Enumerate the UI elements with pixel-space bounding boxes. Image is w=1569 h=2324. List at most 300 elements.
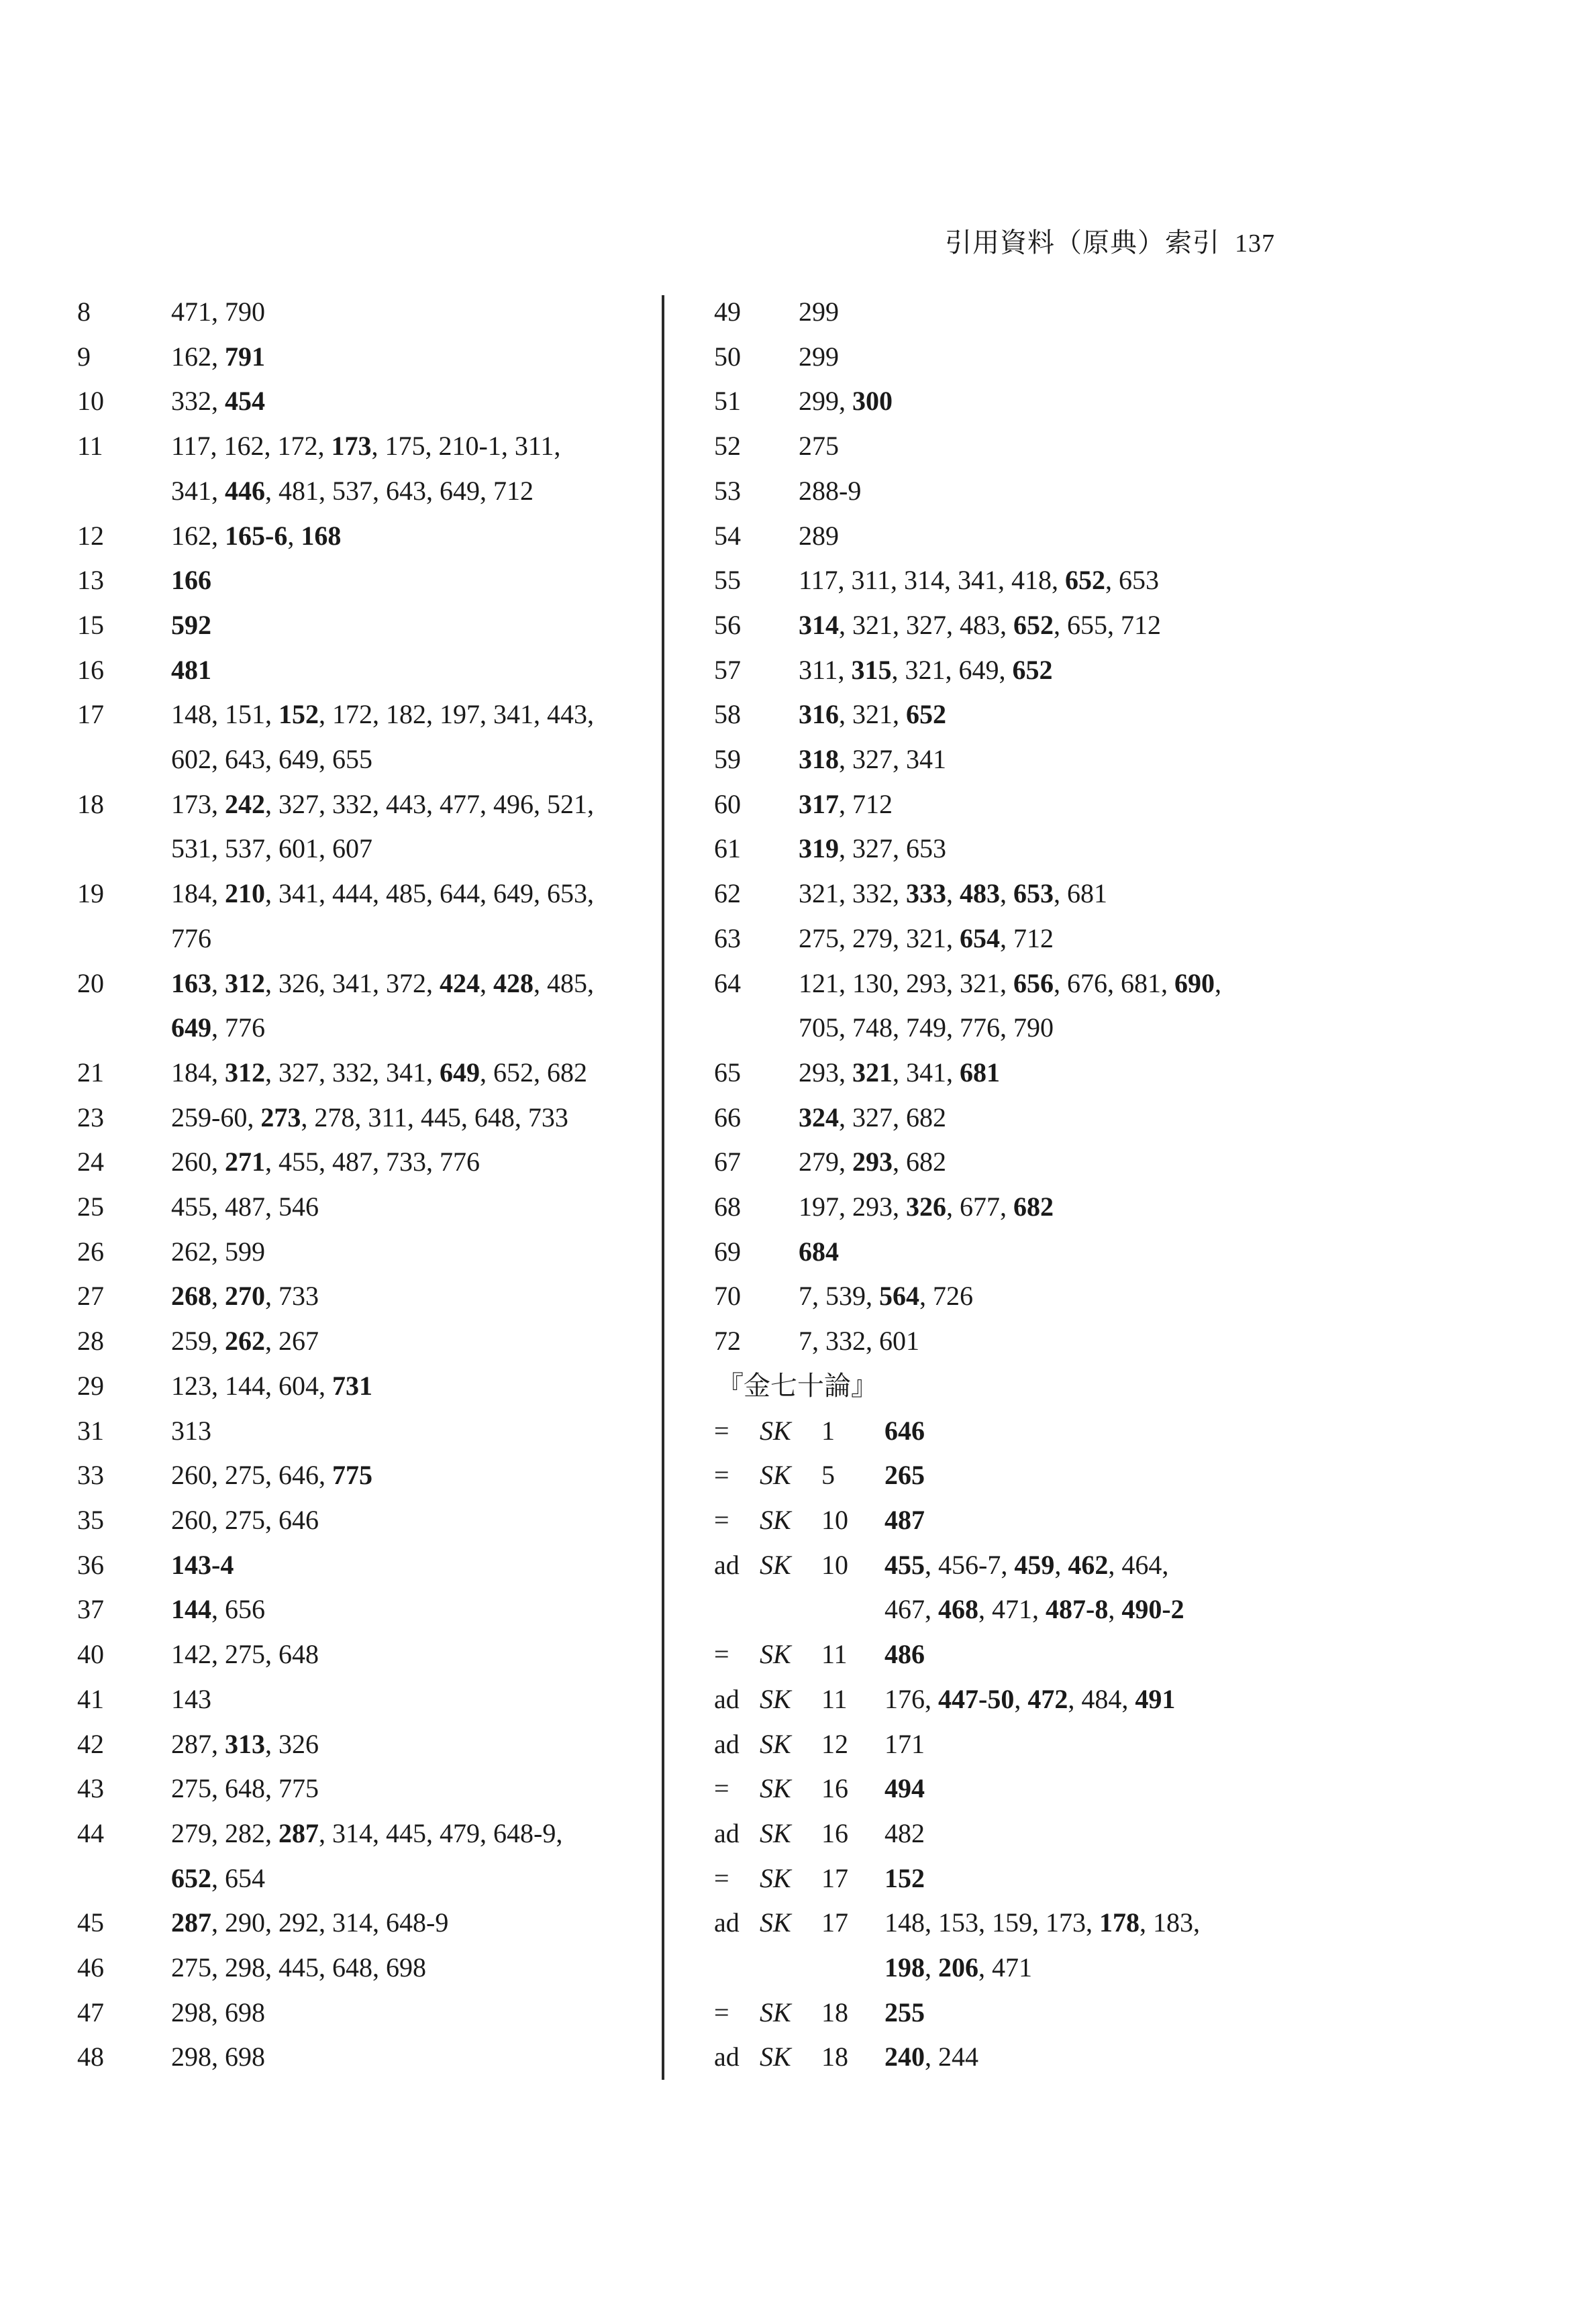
bold-reference: 287 [279, 1817, 319, 1848]
index-row [77, 1185, 654, 1230]
verse-number: 28 [77, 1326, 104, 1357]
page-references: 148, 151, 152, 172, 182, 197, 341, 443, [171, 699, 594, 730]
sk-index-row [714, 1811, 1318, 1856]
bold-reference: 472 [1027, 1683, 1068, 1714]
verse-number: 47 [77, 1997, 104, 2027]
sk-marker: ad [714, 1728, 740, 1759]
page-references: 293, 321, 341, 681 [799, 1057, 1000, 1088]
index-row [714, 424, 1318, 469]
verse-number: 58 [714, 699, 741, 730]
index-row [77, 1140, 654, 1185]
sk-marker: ad [714, 1907, 740, 1938]
column-divider [662, 295, 664, 2080]
page-references: 482 [884, 1817, 925, 1848]
page-references: 197, 293, 326, 677, 682 [799, 1192, 1054, 1222]
verse-number: 62 [714, 878, 741, 909]
sk-verse-number: 10 [821, 1549, 848, 1580]
bold-reference: 317 [799, 788, 839, 819]
bold-reference: 424 [440, 967, 480, 998]
index-row [77, 782, 654, 827]
bold-reference: 486 [884, 1639, 925, 1670]
page-references: 268, 270, 733 [171, 1281, 319, 1312]
verse-number: 25 [77, 1192, 104, 1222]
page-references: 259, 262, 267 [171, 1326, 319, 1357]
verse-number: 17 [77, 699, 104, 730]
verse-number: 66 [714, 1102, 741, 1132]
section-title: 『金七十論』 [717, 1370, 878, 1401]
index-row [77, 1274, 654, 1319]
verse-number: 15 [77, 609, 104, 640]
bold-reference: 447-50 [938, 1683, 1015, 1714]
sk-marker: ad [714, 1683, 740, 1714]
sk-verse-number: 10 [821, 1504, 848, 1535]
verse-number: 53 [714, 475, 741, 506]
page-references [884, 1766, 1318, 1811]
bold-reference: 491 [1135, 1683, 1176, 1714]
bold-reference: 459 [1014, 1549, 1055, 1580]
page-references: 649, 776 [171, 1012, 265, 1043]
index-row [77, 379, 654, 424]
bold-reference: 652 [906, 699, 946, 730]
index-row [77, 1677, 654, 1722]
index-row [714, 469, 1318, 514]
sk-marker: = [714, 1639, 729, 1670]
bold-reference: 265 [884, 1460, 925, 1491]
index-row [77, 290, 654, 335]
page-references [884, 1632, 1318, 1677]
page-references: 299 [799, 297, 839, 327]
page-references: 289 [799, 520, 839, 551]
bold-reference: 314 [799, 609, 839, 640]
page-references: 144, 656 [171, 1594, 265, 1625]
page-references [171, 603, 654, 648]
page-references: 142, 275, 648 [171, 1639, 319, 1670]
page-references [171, 648, 654, 693]
sk-verse-number [821, 1587, 884, 1632]
bold-reference: 684 [799, 1236, 839, 1267]
bold-reference: 681 [960, 1057, 1000, 1088]
bold-reference: 165-6 [225, 520, 288, 551]
verse-number: 18 [77, 788, 104, 819]
bold-reference: 210 [225, 878, 265, 909]
sk-label: SK [760, 1728, 791, 1759]
index-row [714, 335, 1318, 380]
sk-index-row [714, 1677, 1318, 1722]
verse-number: 64 [714, 967, 741, 998]
bold-reference: 690 [1174, 967, 1215, 998]
sk-index-row [714, 1453, 1318, 1498]
bold-reference: 462 [1068, 1549, 1109, 1580]
bold-reference: 564 [879, 1281, 919, 1312]
sk-index-row [714, 1409, 1318, 1454]
verse-number: 37 [77, 1594, 104, 1625]
sk-index-row [714, 1991, 1318, 2036]
page-references: 121, 130, 293, 321, 656, 676, 681, 690, [799, 967, 1221, 998]
sk-label: SK [760, 1415, 791, 1446]
bold-reference: 652 [171, 1862, 211, 1893]
index-row [77, 469, 654, 514]
verse-number: 13 [77, 565, 104, 596]
bold-reference: 649 [440, 1057, 480, 1088]
page-references: 262, 599 [171, 1236, 265, 1267]
bold-reference: 316 [799, 699, 839, 730]
page-references: 467, 468, 471, 487-8, 490-2 [884, 1594, 1184, 1625]
index-row [77, 1409, 654, 1454]
bold-reference: 731 [332, 1370, 372, 1401]
bold-reference: 300 [852, 386, 893, 417]
bold-reference: 654 [960, 922, 1000, 953]
index-row [77, 1543, 654, 1588]
bold-reference: 313 [225, 1728, 265, 1759]
index-row [77, 1051, 654, 1096]
index-row [77, 1766, 654, 1811]
index-row [714, 1319, 1318, 1364]
index-row [77, 1230, 654, 1275]
sk-verse-number: 1 [821, 1415, 835, 1446]
bold-reference: 468 [938, 1594, 978, 1625]
page-references [799, 1230, 1318, 1275]
page-references: 299, 300 [799, 386, 893, 417]
bold-reference: 273 [260, 1102, 301, 1132]
bold-reference: 324 [799, 1102, 839, 1132]
verse-number [714, 1006, 799, 1051]
bold-reference: 287 [171, 1907, 211, 1938]
page-references: 316, 321, 652 [799, 699, 946, 730]
verse-number: 19 [77, 878, 104, 909]
sk-label: SK [760, 1504, 791, 1535]
page-references: 318, 327, 341 [799, 744, 946, 775]
bold-reference: 262 [225, 1326, 265, 1357]
sk-index-row [714, 1946, 1318, 1991]
index-row [77, 827, 654, 872]
bold-reference: 168 [301, 520, 342, 551]
sk-index-row [714, 2035, 1318, 2080]
verse-number: 72 [714, 1326, 741, 1357]
index-row [714, 558, 1318, 603]
bold-reference: 321 [852, 1057, 893, 1088]
index-row [77, 1006, 654, 1051]
index-row [714, 782, 1318, 827]
page-references: 313 [171, 1415, 211, 1446]
page-references [884, 1856, 1318, 1901]
page-references: 275, 298, 445, 648, 698 [171, 1952, 426, 1983]
bold-reference: 319 [799, 833, 839, 864]
verse-number: 70 [714, 1281, 741, 1312]
sk-label: SK [760, 1460, 791, 1491]
index-row [714, 290, 1318, 335]
verse-number: 65 [714, 1057, 741, 1088]
verse-number: 9 [77, 341, 91, 372]
index-row [714, 1230, 1318, 1275]
sk-label: SK [760, 1997, 791, 2027]
bold-reference: 152 [884, 1862, 925, 1893]
page-references: 311, 315, 321, 649, 652 [799, 654, 1053, 685]
bold-reference: 682 [1013, 1192, 1054, 1222]
verse-number: 57 [714, 654, 741, 685]
running-header [886, 221, 1275, 260]
bold-reference: 326 [906, 1192, 946, 1222]
page-references: 7, 332, 601 [799, 1326, 919, 1357]
bold-reference: 270 [225, 1281, 265, 1312]
bold-reference: 653 [1013, 878, 1054, 909]
verse-number: 55 [714, 565, 741, 596]
bold-reference: 144 [171, 1594, 211, 1625]
right-entries [714, 290, 1318, 1364]
sk-verse-number: 18 [821, 2042, 848, 2072]
page-references: 275 [799, 431, 839, 462]
bold-reference: 271 [225, 1147, 265, 1177]
sk-verse-number: 16 [821, 1817, 848, 1848]
verse-number: 40 [77, 1639, 104, 1670]
verse-number: 33 [77, 1460, 104, 1491]
index-row [714, 916, 1318, 961]
verse-number [77, 1856, 171, 1901]
bold-reference: 242 [225, 788, 265, 819]
index-row [77, 737, 654, 782]
bold-reference: 178 [1099, 1907, 1140, 1938]
index-row [714, 1274, 1318, 1319]
verse-number: 60 [714, 788, 741, 819]
sk-label: SK [760, 1683, 791, 1714]
page-references: 288-9 [799, 475, 862, 506]
verse-number: 11 [77, 431, 103, 462]
index-row [714, 692, 1318, 737]
page-references: 332, 454 [171, 386, 265, 417]
verse-number: 49 [714, 297, 741, 327]
bold-reference: 293 [852, 1147, 893, 1177]
bold-reference: 166 [171, 565, 211, 596]
bold-reference: 143-4 [171, 1549, 234, 1580]
page-references: 531, 537, 601, 607 [171, 833, 372, 864]
index-row [714, 827, 1318, 872]
page-references [171, 1543, 654, 1588]
page-references: 173, 242, 327, 332, 443, 477, 496, 521, [171, 788, 594, 819]
sk-index-row [714, 1498, 1318, 1543]
sk-verse-number: 16 [821, 1773, 848, 1804]
sk-index-row [714, 1722, 1318, 1767]
sk-verse-number: 11 [821, 1639, 848, 1670]
sk-marker [714, 1946, 760, 1991]
bold-reference: 333 [906, 878, 946, 909]
sk-marker: = [714, 1773, 729, 1804]
page-references: 776 [171, 922, 211, 953]
index-row [77, 1811, 654, 1856]
verse-number: 59 [714, 744, 741, 775]
verse-number: 56 [714, 609, 741, 640]
bold-reference: 206 [938, 1952, 978, 1983]
bold-reference: 312 [225, 1057, 265, 1088]
page-references: 117, 162, 172, 173, 175, 210-1, 311, [171, 431, 561, 462]
page-references [884, 1498, 1318, 1543]
page-references: 602, 643, 649, 655 [171, 744, 372, 775]
index-row [77, 514, 654, 559]
index-row [77, 1722, 654, 1767]
page-references: 455, 487, 546 [171, 1192, 319, 1222]
index-row [77, 335, 654, 380]
sk-verse-number: 5 [821, 1460, 835, 1491]
page-references: 176, 447-50, 472, 484, 491 [884, 1683, 1176, 1714]
sk-verse-number: 17 [821, 1907, 848, 1938]
index-row [714, 737, 1318, 782]
bold-reference: 791 [225, 341, 265, 372]
sk-label: SK [760, 1773, 791, 1804]
bold-reference: 483 [960, 878, 1000, 909]
page-references: 279, 293, 682 [799, 1147, 946, 1177]
page-references: 319, 327, 653 [799, 833, 946, 864]
bold-reference: 240 [884, 2042, 925, 2072]
sk-verse-number [821, 1946, 884, 1991]
index-row [77, 1632, 654, 1677]
page-references: 7, 539, 564, 726 [799, 1281, 973, 1312]
bold-reference: 592 [171, 609, 211, 640]
page-references: 652, 654 [171, 1862, 265, 1893]
index-row [77, 1498, 654, 1543]
sk-label [760, 1946, 821, 1991]
right-column [714, 290, 1318, 2080]
bold-reference: 198 [884, 1952, 925, 1983]
verse-number: 36 [77, 1549, 104, 1580]
sk-entries [714, 1409, 1318, 2080]
header-title: 引用資料（原典）索引 [945, 227, 1220, 258]
page-references: 260, 275, 646 [171, 1504, 319, 1535]
page-references: 260, 275, 646, 775 [171, 1460, 372, 1491]
bold-reference: 487-8 [1046, 1594, 1109, 1625]
bold-reference: 649 [171, 1012, 211, 1043]
page-references: 143 [171, 1683, 211, 1714]
page-references: 184, 210, 341, 444, 485, 644, 649, 653, [171, 878, 594, 909]
bold-reference: 652 [1013, 609, 1054, 640]
verse-number: 31 [77, 1415, 104, 1446]
sk-marker: = [714, 1415, 729, 1446]
page-references [884, 1991, 1318, 2036]
page-references: 240, 244 [884, 2042, 978, 2072]
page-references: 184, 312, 327, 332, 341, 649, 652, 682 [171, 1057, 587, 1088]
page-references: 298, 698 [171, 1997, 265, 2027]
index-row [77, 648, 654, 693]
index-row [77, 961, 654, 1006]
page-references: 171 [884, 1728, 925, 1759]
page-references: 162, 791 [171, 341, 265, 372]
bold-reference: 318 [799, 744, 839, 775]
sk-label [760, 1587, 821, 1632]
bold-reference: 315 [851, 654, 892, 685]
verse-number: 29 [77, 1370, 104, 1401]
bold-reference: 652 [1065, 565, 1106, 596]
verse-number: 20 [77, 967, 104, 998]
sk-marker: = [714, 1862, 729, 1893]
page-references: 123, 144, 604, 731 [171, 1370, 372, 1401]
page-references: 471, 790 [171, 297, 265, 327]
page-references: 148, 153, 159, 173, 178, 183, [884, 1907, 1200, 1938]
page-references: 299 [799, 341, 839, 372]
page-references: 275, 279, 321, 654, 712 [799, 922, 1054, 953]
sk-marker: = [714, 1997, 729, 2027]
index-row [77, 2035, 654, 2080]
bold-reference: 446 [225, 475, 265, 506]
bold-reference: 163 [171, 967, 211, 998]
index-row [77, 1946, 654, 1991]
verse-number: 45 [77, 1907, 104, 1938]
sk-marker: ad [714, 1549, 740, 1580]
bold-reference: 268 [171, 1281, 211, 1312]
sk-verse-number: 11 [821, 1683, 848, 1714]
page-references: 287, 290, 292, 314, 648-9 [171, 1907, 449, 1938]
index-row [77, 558, 654, 603]
verse-number: 51 [714, 386, 741, 417]
sk-marker: ad [714, 2042, 740, 2072]
verse-number: 27 [77, 1281, 104, 1312]
verse-number: 50 [714, 341, 741, 372]
index-row [714, 648, 1318, 693]
page-references: 341, 446, 481, 537, 643, 649, 712 [171, 475, 534, 506]
verse-number: 61 [714, 833, 741, 864]
bold-reference: 646 [884, 1415, 925, 1446]
verse-number: 67 [714, 1147, 741, 1177]
index-row [714, 961, 1318, 1006]
verse-number: 24 [77, 1147, 104, 1177]
index-row [77, 872, 654, 916]
verse-number: 41 [77, 1683, 104, 1714]
verse-number: 44 [77, 1817, 104, 1848]
sk-index-row [714, 1901, 1318, 1946]
sk-label: SK [760, 1549, 791, 1580]
index-row [77, 1856, 654, 1901]
sk-index-row [714, 1856, 1318, 1901]
sk-index-row [714, 1543, 1318, 1588]
index-row [77, 1991, 654, 2036]
index-row [714, 1096, 1318, 1141]
verse-number: 42 [77, 1728, 104, 1759]
index-row [77, 1901, 654, 1946]
index-row [77, 1364, 654, 1409]
verse-number: 52 [714, 431, 741, 462]
verse-number: 69 [714, 1236, 741, 1267]
page-references [171, 558, 654, 603]
index-row [77, 603, 654, 648]
index-row [714, 1051, 1318, 1096]
sk-index-row [714, 1766, 1318, 1811]
left-column [77, 290, 654, 2080]
bold-reference: 428 [493, 967, 534, 998]
sk-marker: = [714, 1504, 729, 1535]
sk-index-row [714, 1587, 1318, 1632]
bold-reference: 481 [171, 654, 211, 685]
bold-reference: 455 [884, 1549, 925, 1580]
page-references: 275, 648, 775 [171, 1773, 319, 1804]
sk-index-row [714, 1632, 1318, 1677]
index-row [77, 692, 654, 737]
page-references: 162, 165-6, 168 [171, 520, 342, 551]
sk-marker: ad [714, 1817, 740, 1848]
verse-number: 12 [77, 520, 104, 551]
bold-reference: 775 [332, 1460, 372, 1491]
page-references: 117, 311, 314, 341, 418, 652, 653 [799, 565, 1160, 596]
verse-number [77, 916, 171, 961]
verse-number: 46 [77, 1952, 104, 1983]
bold-reference: 652 [1012, 654, 1053, 685]
index-row [714, 603, 1318, 648]
bold-reference: 494 [884, 1773, 925, 1804]
index-row [77, 424, 654, 469]
sk-label: SK [760, 1862, 791, 1893]
bold-reference: 255 [884, 1997, 925, 2027]
verse-number [77, 827, 171, 872]
bold-reference: 312 [225, 967, 265, 998]
verse-number: 16 [77, 654, 104, 685]
index-row [77, 1096, 654, 1141]
index-row [77, 1587, 654, 1632]
verse-number [77, 1006, 171, 1051]
